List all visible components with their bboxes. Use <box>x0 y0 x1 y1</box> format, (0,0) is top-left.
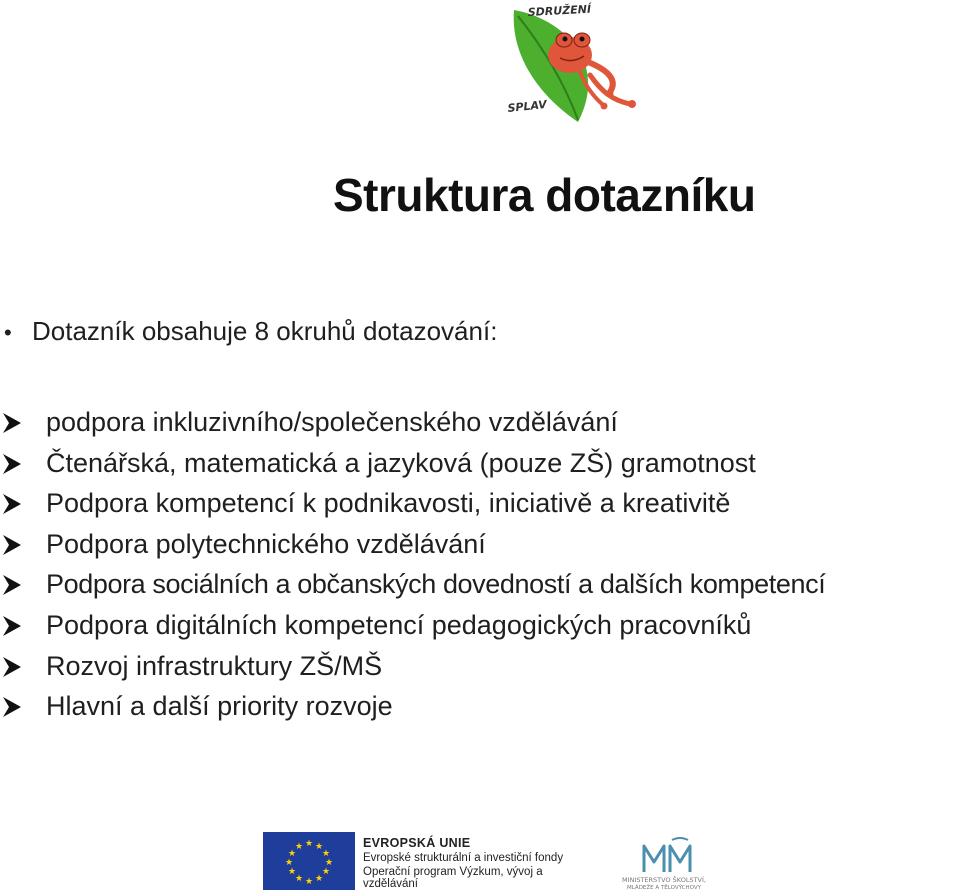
list-item <box>0 564 825 605</box>
msmt-line2: MLÁDEŽE A TĚLOVÝCHOVY <box>627 885 701 890</box>
arrow-bullet-icon <box>0 487 46 527</box>
eu-line2: Evropské strukturální a investiční fondy <box>363 852 564 864</box>
list-item <box>0 483 825 524</box>
topic-text: Rozvoj infrastruktury ZŠ/MŠ <box>46 650 383 681</box>
arrow-bullet-icon <box>0 406 46 446</box>
svg-text:★: ★ <box>304 839 314 849</box>
intro-text: Dotazník obsahuje 8 okruhů dotazování: <box>32 316 498 346</box>
topic-text: Podpora digitálních kompetencí pedagogických pracovníků <box>46 609 752 640</box>
eu-text-block <box>363 836 598 890</box>
svg-text:★: ★ <box>287 867 297 877</box>
splav-logo <box>490 0 640 126</box>
list-item <box>0 686 825 727</box>
arrow-bullet-icon <box>0 528 46 568</box>
svg-text:★: ★ <box>314 874 324 884</box>
topic-text: podpora inkluzivního/společenského vzdělávání <box>46 407 618 437</box>
slide-title: Struktura dotazníku <box>333 169 756 221</box>
intro-line <box>4 316 497 347</box>
svg-text:SDRUŽENÍ: SDRUŽENÍ <box>527 2 592 19</box>
svg-text:★: ★ <box>287 849 297 859</box>
eu-funding-logo <box>263 832 598 890</box>
topic-text: Podpora sociálních a občanských dovedností a dalších kompetencí <box>46 569 826 600</box>
eu-line1: EVROPSKÁ UNIE <box>363 836 471 850</box>
svg-text:SPLAV: SPLAV <box>506 97 548 115</box>
topic-text: Podpora polytechnického vzdělávání <box>46 528 486 559</box>
list-item <box>0 443 825 484</box>
svg-text:★: ★ <box>314 842 324 852</box>
arrow-bullet-icon <box>0 568 46 608</box>
topic-text: Hlavní a další priority rozvoje <box>46 691 393 722</box>
eu-flag-icon <box>263 832 355 890</box>
arrow-bullet-icon <box>0 650 46 690</box>
topic-list <box>0 402 825 727</box>
list-item <box>0 605 825 646</box>
arrow-bullet-icon <box>0 609 46 649</box>
svg-text:★: ★ <box>321 867 331 877</box>
list-item <box>0 524 825 565</box>
msmt-line1: MINISTERSTVO ŠKOLSTVÍ, <box>622 876 706 884</box>
topic-text: Čtenářská, matematická a jazyková (pouze ZŠ) gramotnost <box>46 447 756 478</box>
arrow-bullet-icon <box>0 447 46 487</box>
svg-text:★: ★ <box>321 849 331 859</box>
svg-text:★: ★ <box>284 858 294 868</box>
arrow-bullet-icon <box>0 690 46 730</box>
svg-text:★: ★ <box>294 874 304 884</box>
list-item <box>0 646 825 687</box>
svg-text:★: ★ <box>324 858 334 868</box>
bullet-icon: • <box>4 320 12 345</box>
list-item <box>0 402 825 443</box>
eu-line3: Operační program Výzkum, vývoj a vzdělávání <box>363 866 543 890</box>
topic-text: Podpora kompetencí k podnikavosti, iniciativě a kreativitě <box>46 488 731 519</box>
svg-text:★: ★ <box>304 877 314 887</box>
svg-text:★: ★ <box>294 842 304 852</box>
msmt-logo <box>614 836 714 890</box>
